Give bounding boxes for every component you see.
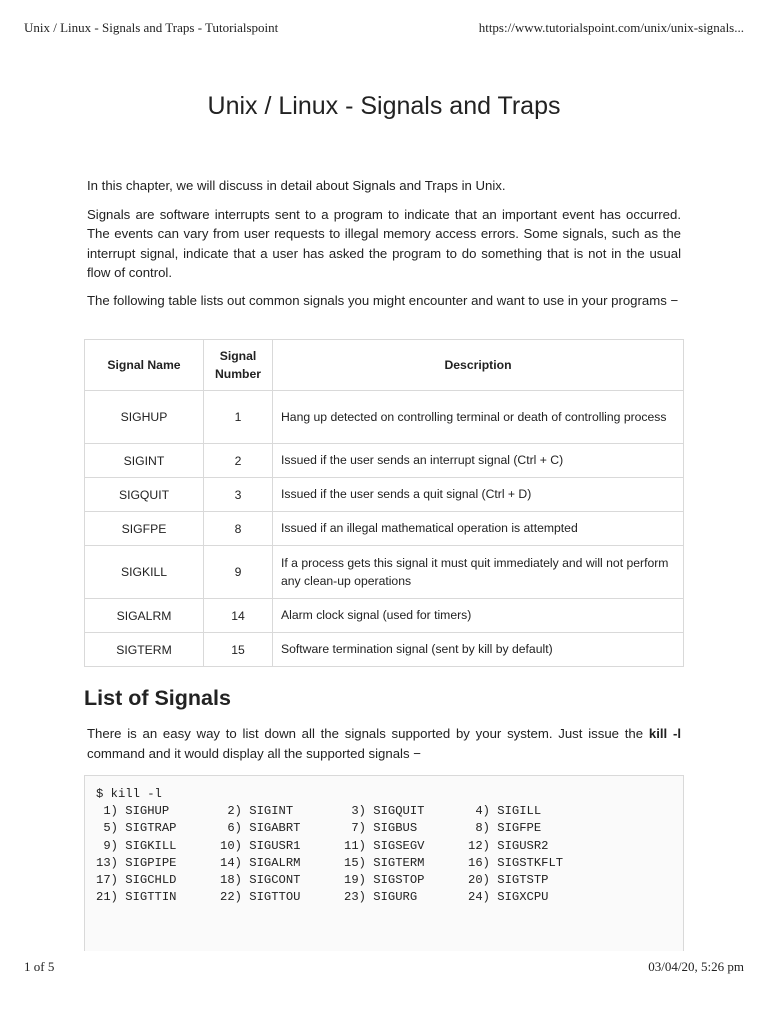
- signal-name-cell: SIGKILL: [85, 546, 204, 599]
- code-cell: 15) SIGTERM: [344, 855, 425, 870]
- signal-description-cell: Issued if an illegal mathematical operation is attempted: [273, 512, 684, 546]
- signals-definition-paragraph: Signals are software interrupts sent to a program to indicate that an important event has occurred. The events can vary from user requests to illegal memory access errors. Some signals, such as the interrupt signal, indicate that a user has asked the program to do something that is not in the usual flow of control.: [87, 206, 681, 280]
- code-cell: 5) SIGTRAP: [96, 821, 177, 836]
- code-cell: 18) SIGCONT: [220, 873, 301, 888]
- code-block: [84, 775, 684, 951]
- code-cell: 3) SIGQUIT: [344, 804, 425, 819]
- code-cell: 10) SIGUSR1: [220, 838, 301, 853]
- kill-command-inline: kill -l: [648, 726, 682, 741]
- table-header-row: [85, 340, 684, 391]
- signal-number-cell: 3: [204, 478, 273, 512]
- code-cell: 14) SIGALRM: [220, 855, 301, 870]
- signal-name-cell: SIGQUIT: [85, 478, 204, 512]
- signal-description-cell: Hang up detected on controlling terminal or death of controlling process: [273, 391, 684, 444]
- signal-number-cell: 14: [204, 599, 273, 633]
- list-intro-text-end: command and it would display all the supported signals −: [87, 745, 421, 761]
- article-body: [87, 176, 681, 318]
- signal-description-cell: If a process gets this signal it must quit immediately and will not perform any clean-up operations: [273, 546, 684, 599]
- code-cell: 6) SIGABRT: [220, 821, 301, 836]
- signal-description-cell: Software termination signal (sent by kill by default): [273, 633, 684, 667]
- code-cell: 11) SIGSEGV: [344, 838, 425, 853]
- signal-name-cell: SIGHUP: [85, 391, 204, 444]
- print-datetime: 03/04/20, 5:26 pm: [648, 959, 744, 974]
- code-output: [85, 776, 683, 906]
- code-cell: 13) SIGPIPE: [96, 855, 177, 870]
- list-of-signals-heading: List of Signals: [84, 686, 231, 710]
- print-header-title: Unix / Linux - Signals and Traps - Tutorialspoint: [24, 20, 279, 35]
- signal-number-cell: 8: [204, 512, 273, 546]
- table-row: [85, 444, 684, 478]
- signal-number-cell: 1: [204, 391, 273, 444]
- signal-name-cell: SIGFPE: [85, 512, 204, 546]
- table-row: [85, 633, 684, 667]
- page-counter: 1 of 5: [24, 959, 55, 974]
- code-cell: 24) SIGXCPU: [468, 890, 549, 905]
- code-line: [96, 872, 683, 889]
- page-title: Unix / Linux - Signals and Traps: [207, 92, 561, 120]
- code-line: [96, 889, 683, 906]
- signal-description-cell: Alarm clock signal (used for timers): [273, 599, 684, 633]
- list-intro-paragraph: [87, 724, 681, 763]
- intro-paragraph: In this chapter, we will discuss in detail about Signals and Traps in Unix.: [87, 178, 506, 193]
- signal-name-cell: SIGINT: [85, 444, 204, 478]
- code-cell: 20) SIGTSTP: [468, 873, 549, 888]
- signal-number-cell: 9: [204, 546, 273, 599]
- code-cell: 4) SIGILL: [468, 804, 542, 819]
- header-description: Description: [273, 340, 684, 391]
- signal-name-cell: SIGALRM: [85, 599, 204, 633]
- code-line: [96, 838, 683, 855]
- code-cell: 16) SIGSTKFLT: [468, 855, 564, 870]
- table-row: [85, 391, 684, 444]
- header-signal-name: Signal Name: [85, 340, 204, 391]
- signal-number-cell: 15: [204, 633, 273, 667]
- list-intro-text: There is an easy way to list down all the signals supported by your system. Just issue the: [87, 726, 649, 741]
- table-intro-paragraph: The following table lists out common signals you might encounter and want to use in your programs −: [87, 292, 679, 308]
- code-cell: 12) SIGUSR2: [468, 838, 549, 853]
- signal-description-cell: Issued if the user sends a quit signal (Ctrl + D): [273, 478, 684, 512]
- code-cell: 7) SIGBUS: [344, 821, 418, 836]
- table-row: [85, 599, 684, 633]
- table-row: [85, 512, 684, 546]
- code-line: [96, 820, 683, 837]
- code-cell: 19) SIGSTOP: [344, 873, 425, 888]
- code-cell: 23) SIGURG: [344, 890, 418, 905]
- signal-name-cell: SIGTERM: [85, 633, 204, 667]
- code-cell: 2) SIGINT: [220, 804, 294, 819]
- signals-table: [84, 339, 684, 667]
- code-line: [96, 855, 683, 872]
- code-cell: 22) SIGTTOU: [220, 890, 301, 905]
- table-row: [85, 478, 684, 512]
- signal-number-cell: 2: [204, 444, 273, 478]
- signal-description-cell: Issued if the user sends an interrupt signal (Ctrl + C): [273, 444, 684, 478]
- code-command: $ kill -l: [96, 787, 162, 801]
- header-signal-number: Signal Number: [204, 340, 273, 391]
- code-cell: 17) SIGCHLD: [96, 873, 177, 888]
- code-cell: 21) SIGTTIN: [96, 890, 177, 905]
- code-line: [96, 803, 683, 820]
- table-row: [85, 546, 684, 599]
- print-header-url: https://www.tutorialspoint.com/unix/unix-signals...: [478, 20, 744, 35]
- code-cell: 9) SIGKILL: [96, 838, 177, 853]
- code-cell: 8) SIGFPE: [468, 821, 542, 836]
- code-cell: 1) SIGHUP: [96, 804, 170, 819]
